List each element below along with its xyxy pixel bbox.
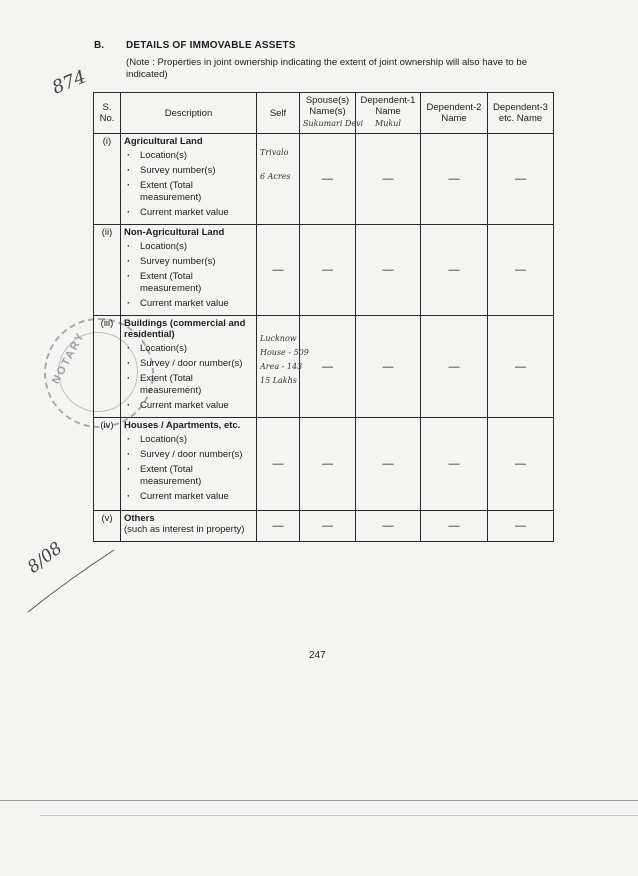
scan-line [0, 800, 638, 801]
row-dep2-dash: — [421, 418, 488, 511]
list-item: · Location(s) [124, 150, 253, 162]
table-row [94, 134, 554, 225]
table-row [94, 511, 554, 542]
section-title: DETAILS OF IMMOVABLE ASSETS [126, 40, 296, 51]
list-item: · Location(s) [124, 343, 253, 355]
list-item: · Extent (Total measurement) [124, 373, 253, 397]
list-item: · Current market value [124, 491, 253, 503]
margin-mark-bottom: 8/08 [23, 538, 67, 578]
row-dep2-dash: — [421, 316, 488, 418]
row-dep3-dash: — [488, 511, 554, 542]
list-item: · Extent (Total measurement) [124, 271, 253, 295]
margin-stroke [18, 540, 118, 620]
row-spouse-dash: — [300, 511, 356, 542]
header-dep1-label: Dependent-1 Name [360, 95, 416, 117]
row-subtitle: (such as interest in property) [124, 524, 245, 535]
row-dep2-dash: — [421, 511, 488, 542]
list-item: · Extent (Total measurement) [124, 464, 253, 488]
row-spouse-dash: — [300, 134, 356, 225]
header-dep3: Dependent-3 etc. Name [488, 93, 554, 134]
list-item: · Survey number(s) [124, 256, 253, 268]
self-note: 6 Acres [260, 172, 291, 181]
row-dep3-dash: — [488, 316, 554, 418]
scan-line [40, 815, 638, 816]
row-category: Houses / Apartments, etc. [124, 420, 241, 431]
row-self [257, 316, 309, 418]
row-dep1-dash: — [356, 511, 421, 542]
header-sn: S. No. [94, 93, 121, 134]
header-dep2: Dependent-2 Name [421, 93, 488, 134]
header-description: Description [121, 93, 257, 134]
header-self: Self [257, 93, 300, 134]
row-category: Others [124, 513, 155, 524]
list-item: · Extent (Total measurement) [124, 180, 253, 204]
header-spouse-label: Spouse(s) Name(s) [305, 95, 350, 117]
notary-stamp-text: NOTARY [49, 329, 88, 387]
list-item: · Current market value [124, 298, 253, 310]
row-dep1-dash: — [356, 225, 421, 316]
row-description [121, 511, 257, 542]
row-spouse-dash: — [300, 418, 356, 511]
row-dep2-dash: — [421, 134, 488, 225]
table-row [94, 225, 554, 316]
row-self-dash: — [257, 418, 300, 511]
row-category: Agricultural Land [124, 136, 203, 147]
handwritten-dep1-name: Mukul [375, 119, 401, 128]
row-dep1-dash: — [356, 134, 421, 225]
row-description [121, 134, 257, 225]
section-note: (Note : Properties in joint ownership indicating the extent of joint ownership will also have to be indicated) [126, 57, 528, 80]
table-row [94, 418, 554, 511]
margin-mark-top: 874 [49, 66, 90, 99]
self-note: Lucknow [260, 334, 297, 343]
list-item: · Survey / door number(s) [124, 358, 253, 370]
table-row [94, 316, 554, 418]
list-item: · Location(s) [124, 241, 253, 253]
row-spouse-dash: — [300, 316, 356, 418]
page-number: 247 [309, 650, 326, 661]
row-description [121, 225, 257, 316]
self-note: Area - 143 [260, 362, 303, 371]
row-dep1-dash: — [356, 316, 421, 418]
row-category: Non-Agricultural Land [124, 227, 225, 238]
header-spouse [300, 93, 364, 134]
self-note: House - 509 [260, 348, 309, 357]
immovable-assets-table [93, 92, 554, 542]
row-description [121, 418, 257, 511]
row-dep3-dash: — [488, 225, 554, 316]
row-description [121, 316, 257, 418]
list-item: · Survey number(s) [124, 165, 253, 177]
row-sn: (iii) [94, 316, 121, 418]
row-self-dash: — [257, 511, 300, 542]
row-sn: (i) [94, 134, 121, 225]
row-sn: (v) [94, 511, 121, 542]
list-item: · Current market value [124, 400, 253, 412]
list-item: · Survey / door number(s) [124, 449, 253, 461]
row-sn: (ii) [94, 225, 121, 316]
row-dep1-dash: — [356, 418, 421, 511]
row-sn: (iv) [94, 418, 121, 511]
row-dep2-dash: — [421, 225, 488, 316]
list-item: · Location(s) [124, 434, 253, 446]
row-category: Buildings (commercial and residential) [124, 318, 246, 340]
row-self-dash: — [257, 225, 300, 316]
row-self [257, 134, 300, 225]
list-item: · Current market value [124, 207, 253, 219]
handwritten-spouse-name: Sukumari Devi [303, 119, 364, 128]
header-dep1 [356, 93, 421, 134]
row-dep3-dash: — [488, 418, 554, 511]
header-row [94, 93, 554, 134]
self-note: Trivalo [260, 148, 289, 157]
row-spouse-dash: — [300, 225, 356, 316]
row-dep3-dash: — [488, 134, 554, 225]
self-note: 15 Lakhs [260, 376, 297, 385]
section-letter: B. [94, 40, 104, 51]
